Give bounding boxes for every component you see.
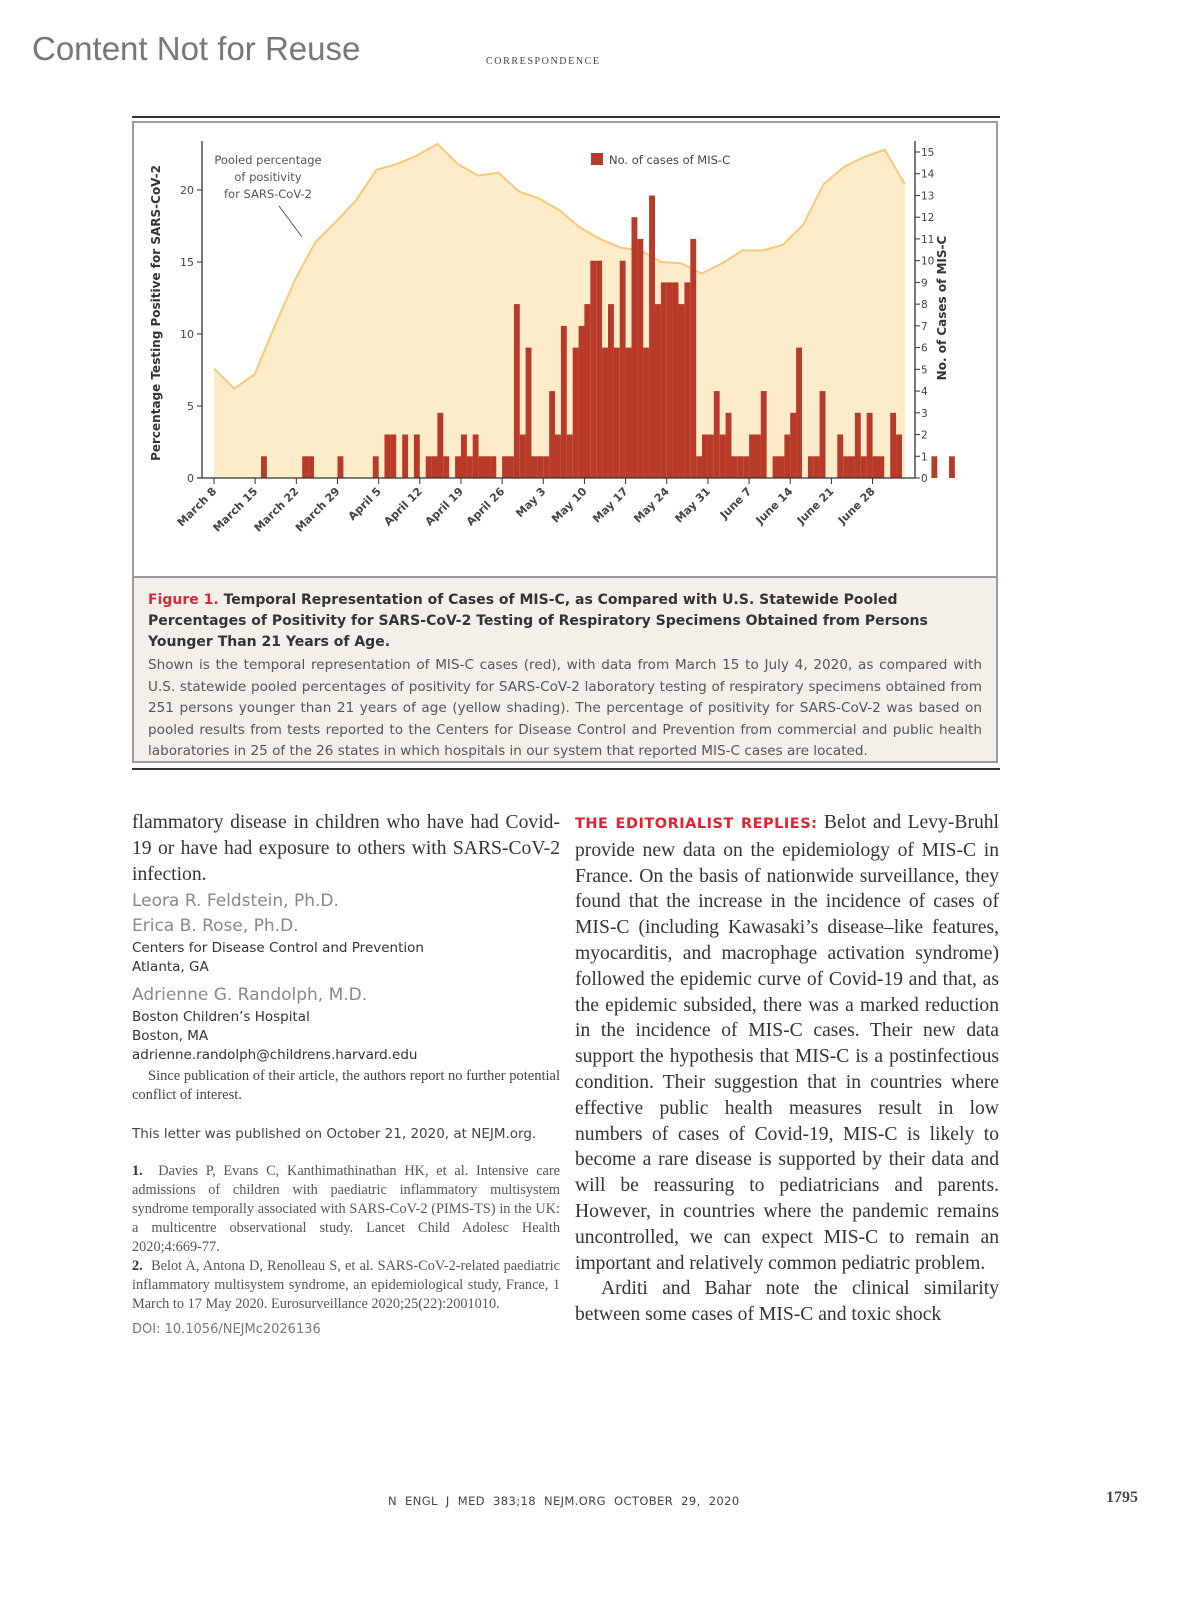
left-tick-label: 0	[187, 472, 194, 485]
annotation-text: of positivity	[234, 170, 302, 184]
mis-c-bar	[861, 456, 867, 478]
mis-c-bar	[808, 456, 814, 478]
x-tick-label: April 19	[422, 484, 467, 529]
mis-c-bar	[626, 348, 632, 478]
published-note: This letter was published on October 21, 2020, at NEJM.org.	[132, 1126, 537, 1143]
left-column	[132, 810, 560, 1337]
mis-c-bar	[843, 456, 849, 478]
mis-c-bar	[402, 435, 408, 479]
mis-c-bar	[443, 456, 449, 478]
chart-mis-c-vs-positivity	[134, 123, 996, 576]
top-rule	[132, 116, 1000, 118]
mis-c-bar	[673, 282, 679, 478]
left-tick-label: 10	[180, 328, 194, 341]
mis-c-bar	[649, 196, 655, 479]
mis-c-bar	[755, 435, 761, 479]
mis-c-bar	[690, 239, 696, 478]
mis-c-bar	[461, 435, 467, 479]
mis-c-bar	[502, 456, 508, 478]
right-tick-label: 9	[921, 277, 928, 290]
affiliation-cdc: Centers for Disease Control and Prevention	[132, 940, 424, 957]
figure-title: Temporal Representation of Cases of MIS-C, as Compared with U.S. Statewide Pooled Percentages of Positivity for SARS-CoV-2 Testing of Respiratory Specimens Obtained from Persons Younger Than 21 Years of Age.	[148, 592, 928, 650]
mis-c-bar	[849, 456, 855, 478]
right-column	[575, 810, 999, 1328]
mis-c-bar	[873, 456, 879, 478]
right-tick-label: 14	[921, 168, 935, 181]
right-tick-label: 4	[921, 386, 928, 399]
x-tick-label: April 26	[463, 484, 508, 529]
figure-caption	[134, 576, 996, 761]
right-tick-label: 12	[921, 212, 935, 225]
mis-c-bar	[661, 282, 667, 478]
left-tick-label: 5	[187, 400, 194, 413]
figure-label: Figure 1.	[148, 592, 219, 608]
mis-c-bar	[432, 456, 438, 478]
mis-c-bar	[590, 261, 596, 478]
body-paragraph: flammatory disease in children who have had Covid-19 or have had exposure to others with SARS-CoV-2 infection.	[132, 812, 560, 885]
mis-c-bar	[579, 326, 585, 478]
mis-c-bar	[584, 304, 590, 478]
right-tick-label: 0	[921, 473, 928, 485]
x-tick-label: June 21	[794, 484, 837, 527]
x-tick-label: May 10	[549, 484, 590, 526]
mis-c-bar	[931, 456, 937, 478]
author-email-link[interactable]: adrienne.randolph@childrens.harvard.edu	[132, 1047, 418, 1064]
mis-c-bar	[890, 413, 896, 478]
ref-text: Davies P, Evans C, Kanthimathinathan HK, et al. Intensive care admissions of children with paediatric inflammatory multisystem syndrome temporally associated with SARS-CoV-2 (PIMS-TS) in the UK: a multicentre observational study. Lancet Child Adolesc Health 2020;4:669-77.	[132, 1163, 561, 1256]
mis-c-bar	[302, 456, 308, 478]
right-tick-label: 2	[921, 429, 928, 442]
x-tick-label: March 22	[251, 484, 302, 535]
caption-body: Shown is the temporal representation of MIS-C cases (red), with data from March 15 to July 4, 2020, as compared with U.S. statewide pooled percentages of positivity for SARS-CoV-2 laboratory testing of respiratory specimens obtained from 251 persons younger than 21 years of age (yellow shading). The percentage of positivity for SARS-CoV-2 was based on pooled results from tests reported to the Centers for Disease Control and Prevention from commercial and public health laboratories in 25 of the 26 states in which hospitals in our system that reported MIS-C cases are located.	[148, 657, 982, 759]
mis-c-bar	[373, 456, 379, 478]
x-tick-label: April 12	[381, 484, 425, 529]
mis-c-bar	[549, 391, 555, 478]
mis-c-bar	[684, 282, 690, 478]
left-tick-label: 20	[180, 184, 194, 197]
mis-c-bar	[702, 435, 708, 479]
mis-c-bar	[261, 456, 267, 478]
mis-c-bar	[855, 413, 861, 478]
mis-c-bar	[726, 413, 732, 478]
mis-c-bar	[761, 391, 767, 478]
mis-c-bar	[679, 304, 685, 478]
mis-c-bar	[561, 326, 567, 478]
x-tick-label: April 5	[345, 484, 384, 524]
bottom-rule	[132, 768, 1000, 770]
mis-c-bar	[720, 435, 726, 479]
reply-text: Belot and Levy-Bruhl provide new data on the epidemiology of MIS-C in France. On the basis of nationwide surveillance, they found that the increase in the incidence of cases of MIS-C (including Kawasaki’s disease–like features, myocarditis, and macrophage activation syndrome) followed the epidemic curve of Covid-19 and that, as the epidemic subsided, there was a marked reduction in the incidence of MIS-C cases. Their new data support the hypothesis that MIS-C is a postinfectious condition. Their suggestion that in countries where effective public health measures result in low numbers of cases of Covid-19, MIS-C is likely to become a rare disease is supported by their data and will be reassuring to pediatricians and parents. However, in countries where the pandemic remains uncontrolled, we can expect MIS-C to remain an important and relatively common pediatric problem.	[575, 812, 1000, 1274]
right-tick-label: 13	[921, 190, 935, 203]
mis-c-bar	[485, 456, 491, 478]
mis-c-bar	[749, 435, 755, 479]
author-feldstein: Leora R. Feldstein, Ph.D.	[132, 891, 339, 912]
legend-swatch	[591, 153, 603, 165]
mis-c-bar	[526, 348, 532, 478]
mis-c-bar	[426, 456, 432, 478]
reply-paragraph-2: Arditi and Bahar note the clinical similarity between some cases of MIS-C and toxic shock	[575, 1278, 999, 1326]
mis-c-bar	[467, 456, 473, 478]
right-tick-label: 5	[921, 364, 928, 377]
mis-c-bar	[338, 456, 344, 478]
mis-c-bar	[814, 456, 820, 478]
x-tick-label: March 15	[210, 484, 261, 535]
mis-c-bar	[508, 456, 514, 478]
annotation-leader	[279, 206, 302, 237]
reply-label: THE EDITORIALIST REPLIES:	[575, 816, 818, 832]
disclosure: Since publication of their article, the authors report no further potential conflict of interest.	[132, 1068, 560, 1103]
ref-text: Belot A, Antona D, Renolleau S, et al. SARS-CoV-2-related paediatric inflammatory multisystem syndrome, an epidemiological study, France, 1 March to 17 May 2020. Eurosurveillance 2020;25(22):2001010.	[132, 1258, 560, 1313]
right-tick-label: 8	[921, 299, 928, 312]
x-tick-label: May 3	[513, 484, 549, 521]
reply-paragraph-1	[575, 810, 999, 1276]
mis-c-bar	[620, 261, 626, 478]
affiliation-cdc-location: Atlanta, GA	[132, 959, 209, 976]
annotation-text: for SARS-CoV-2	[223, 187, 313, 201]
mis-c-bar	[308, 456, 314, 478]
mis-c-bar	[473, 435, 479, 479]
mis-c-bar	[731, 456, 737, 478]
mis-c-bar	[602, 348, 608, 478]
mis-c-bar	[385, 435, 391, 479]
mis-c-bar	[608, 304, 614, 478]
mis-c-bar	[479, 456, 485, 478]
x-tick-label: May 24	[631, 484, 672, 526]
figure-1	[132, 121, 998, 763]
mis-c-bar	[543, 456, 549, 478]
mis-c-bar	[637, 239, 643, 478]
mis-c-bar	[437, 413, 443, 478]
mis-c-bar	[632, 217, 638, 478]
mis-c-bar	[949, 456, 955, 478]
mis-c-bar	[667, 282, 673, 478]
mis-c-bar	[520, 435, 526, 479]
ref-number: 1.	[132, 1163, 143, 1180]
footer-citation: N ENGL J MED 383;18 NEJM.ORG OCTOBER 29, 2020	[388, 1494, 740, 1508]
mis-c-bar	[784, 435, 790, 479]
x-tick-label: March 29	[292, 484, 343, 535]
left-tick-label: 15	[180, 256, 194, 269]
x-tick-label: March 8	[174, 484, 220, 530]
mis-c-bar	[696, 456, 702, 478]
reference-2	[132, 1257, 560, 1314]
right-tick-label: 1	[921, 451, 928, 464]
mis-c-bar	[532, 456, 538, 478]
mis-c-bar	[867, 413, 873, 478]
mis-c-bar	[837, 435, 843, 479]
annotation-text: Pooled percentage	[214, 153, 322, 167]
mis-c-bar	[737, 456, 743, 478]
right-tick-label: 6	[921, 342, 928, 355]
right-tick-label: 11	[921, 233, 935, 246]
running-head: correspondence	[486, 53, 601, 68]
mis-c-bar	[455, 456, 461, 478]
mis-c-bar	[790, 413, 796, 478]
mis-c-bar	[414, 435, 420, 479]
mis-c-bar	[796, 348, 802, 478]
mis-c-bar	[514, 304, 520, 478]
right-tick-label: 10	[921, 255, 935, 268]
mis-c-bar	[490, 456, 496, 478]
page-number: 1795	[1106, 1489, 1138, 1506]
mis-c-bar	[878, 456, 884, 478]
mis-c-bar	[708, 435, 714, 479]
x-tick-label: June 28	[835, 484, 878, 527]
mis-c-bar	[779, 456, 785, 478]
watermark: Content Not for Reuse	[32, 30, 361, 67]
ref-number: 2.	[132, 1258, 143, 1275]
x-tick-label: June 14	[753, 484, 796, 527]
mis-c-bar	[655, 304, 661, 478]
mis-c-bar	[743, 456, 749, 478]
mis-c-bar	[714, 391, 720, 478]
x-tick-label: May 17	[590, 484, 631, 526]
mis-c-bar	[643, 348, 649, 478]
left-axis-title: Percentage Testing Positive for SARS-CoV-2	[149, 165, 163, 461]
legend-label: No. of cases of MIS-C	[609, 153, 731, 167]
mis-c-bar	[555, 435, 561, 479]
mis-c-bar	[573, 348, 579, 478]
x-tick-label: May 31	[672, 484, 714, 526]
x-tick-label: June 7	[717, 484, 755, 522]
author-randolph: Adrienne G. Randolph, M.D.	[132, 985, 368, 1006]
mis-c-bar	[596, 261, 602, 478]
mis-c-bar	[537, 456, 543, 478]
references	[132, 1162, 560, 1314]
mis-c-bar	[614, 348, 620, 478]
doi-link[interactable]: DOI: 10.1056/NEJMc2026136	[132, 1322, 321, 1338]
affiliation-bch: Boston Children’s Hospital	[132, 1009, 310, 1026]
mis-c-bar	[896, 435, 902, 479]
right-tick-label: 7	[921, 320, 928, 333]
right-axis-title: No. of Cases of MIS-C	[935, 235, 949, 381]
caption-title	[148, 590, 982, 653]
affiliation-bch-location: Boston, MA	[132, 1028, 209, 1045]
right-tick-label: 15	[921, 147, 935, 159]
mis-c-bar	[390, 435, 396, 479]
mis-c-bar	[567, 435, 573, 479]
author-rose: Erica B. Rose, Ph.D.	[132, 916, 299, 937]
mis-c-bar	[773, 456, 779, 478]
right-tick-label: 3	[921, 407, 928, 420]
reference-1	[132, 1162, 560, 1257]
mis-c-bar	[820, 391, 826, 478]
